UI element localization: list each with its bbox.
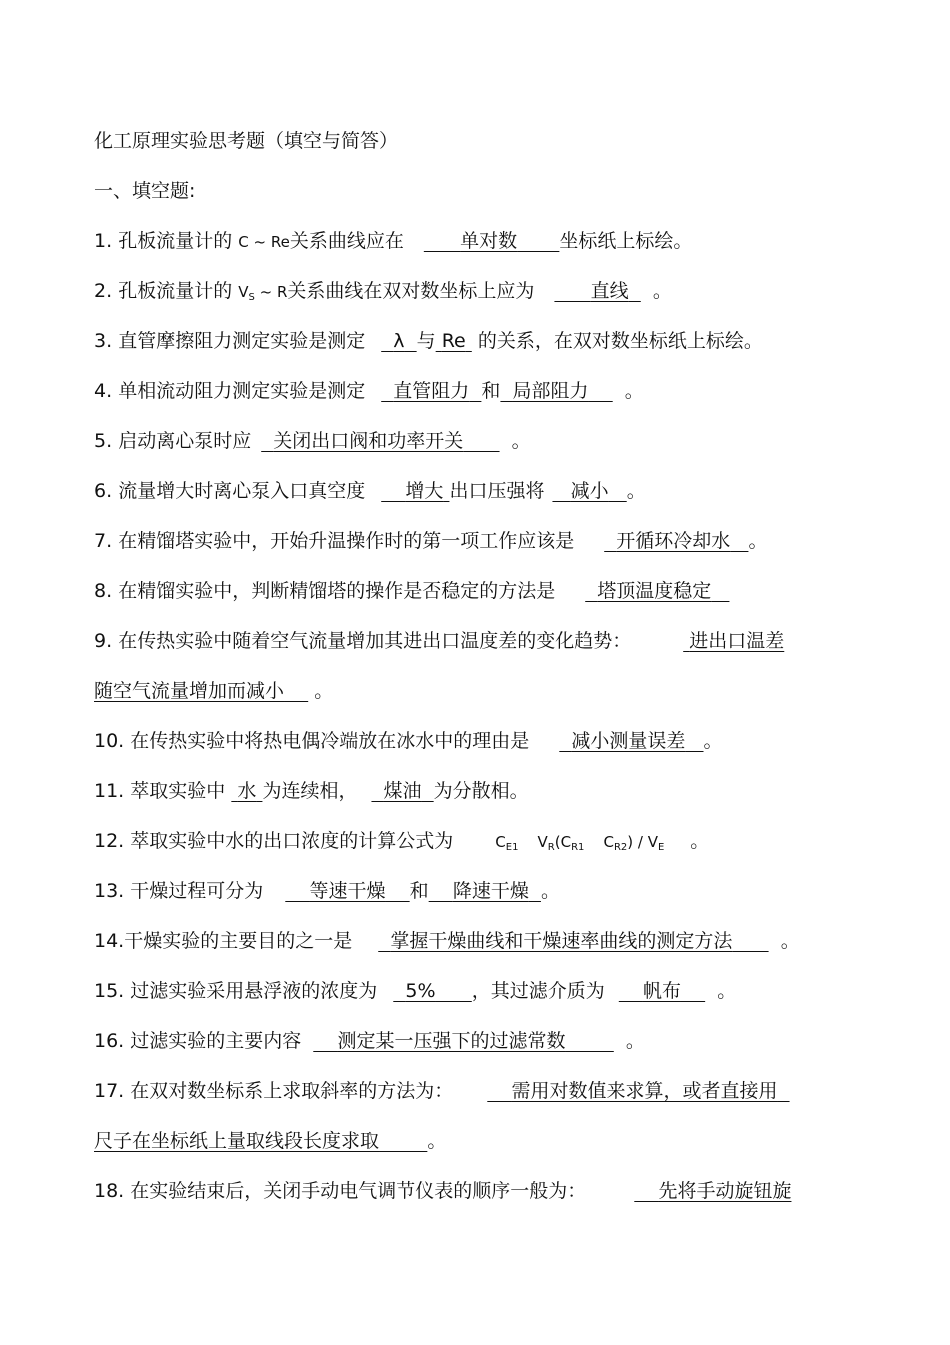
answer-blank: 直管阻力 <box>393 380 470 402</box>
question-18: 18. 在实验结束后，关闭手动电气调节仪表的顺序一般为： 先将手动旋钮旋 <box>94 1180 792 1202</box>
answer-blank: 5% <box>405 980 436 1002</box>
question-12: 12. 萃取实验中水的出口浓度的计算公式为 $C_{E1}$ $V_R(C_{R1}$ $C_{R2}) / V_E$ 。 <box>94 830 710 853</box>
answer-blank: λ <box>393 330 405 352</box>
answer-blank: 煤油 <box>383 780 422 802</box>
question-17-continued: 尺子在坐标纸上量取线段长度求取 。 <box>94 1130 447 1152</box>
answer-blank: 水 <box>237 780 257 802</box>
answer-blank: 先将手动旋钮旋 <box>658 1180 792 1202</box>
answer-blank: 等速干燥 <box>309 880 386 902</box>
answer-blank: 塔顶温度稳定 <box>597 580 712 602</box>
question-5: 5. 启动离心泵时应 关闭出口阀和功率开关 。 <box>94 430 531 452</box>
answer-blank: 直线 <box>590 280 629 302</box>
question-6: 6. 流量增大时离心泵入口真空度 增大 出口压强将 减小 。 <box>94 480 646 502</box>
answer-blank: 需用对数值来求算，或者直接用 <box>511 1080 778 1102</box>
answer-blank: 掌握干燥曲线和干燥速率曲线的测定方法 <box>390 930 733 952</box>
answer-blank: 随空气流量增加而减小 <box>94 680 285 702</box>
question-10: 10. 在传热实验中将热电偶冷端放在冰水中的理由是 减小测量误差 。 <box>94 730 723 752</box>
answer-blank: 关闭出口阀和功率开关 <box>273 430 464 452</box>
section-heading: 一、填空题: <box>94 180 196 202</box>
answer-blank: 单对数 <box>460 230 518 252</box>
answer-blank: 开循环冷却水 <box>616 530 731 552</box>
question-13: 13. 干燥过程可分为 等速干燥 和 降速干燥 。 <box>94 880 560 902</box>
answer-blank: 减小 <box>570 480 609 502</box>
answer-blank: 减小测量误差 <box>571 730 686 752</box>
question-1: 1. 孔板流量计的 C ~ Re关系曲线应在 单对数 坐标纸上标绘。 <box>94 230 693 252</box>
question-4: 4. 单相流动阻力测定实验是测定 直管阻力 和 局部阻力 。 <box>94 380 644 402</box>
question-16: 16. 过滤实验的主要内容 测定某一压强下的过滤常数 。 <box>94 1030 645 1052</box>
question-8: 8. 在精馏实验中，判断精馏塔的操作是否稳定的方法是 塔顶温度稳定 <box>94 579 729 603</box>
answer-blank: 帆布 <box>642 980 681 1002</box>
formula: $C_{E1}$ $V_R(C_{R1}$ $C_{R2}) / V_E$ <box>495 833 665 853</box>
question-2: 2. 孔板流量计的 $V_S$ ~ R关系曲线在双对数坐标上应为 直线 。 <box>94 280 672 303</box>
question-7: 7. 在精馏塔实验中，开始升温操作时的第一项工作应该是 开循环冷却水 。 <box>94 530 768 552</box>
answer-blank: 进出口温差 <box>689 630 785 652</box>
answer-blank: Re <box>441 330 466 352</box>
question-15: 15. 过滤实验采用悬浮液的浓度为 5% ，其过滤介质为 帆布 。 <box>94 980 737 1002</box>
answer-blank: 测定某一压强下的过滤常数 <box>337 1030 566 1052</box>
answer-blank: 降速干燥 <box>452 880 529 902</box>
answer-blank: 尺子在坐标纸上量取线段长度求取 <box>94 1130 380 1152</box>
question-9-continued: 随空气流量增加而减小 。 <box>94 680 334 702</box>
answer-blank: 增大 <box>405 480 444 502</box>
question-11: 11. 萃取实验中 水 为连续相， 煤油 为分散相。 <box>94 780 529 802</box>
question-14: 14.干燥实验的主要目的之一是 掌握干燥曲线和干燥速率曲线的测定方法 。 <box>94 930 800 952</box>
question-17: 17. 在双对数坐标系上求取斜率的方法为： 需用对数值来求算，或者直接用 <box>94 1079 790 1103</box>
answer-blank: 局部阻力 <box>512 380 589 402</box>
document-title: 化工原理实验思考题（填空与简答） <box>94 130 399 152</box>
question-3: 3. 直管摩擦阻力测定实验是测定 λ 与 Re 的关系，在双对数坐标纸上标绘。 <box>94 330 763 352</box>
question-9: 9. 在传热实验中随着空气流量增加其进出口温度差的变化趋势： 进出口温差 <box>94 630 785 652</box>
